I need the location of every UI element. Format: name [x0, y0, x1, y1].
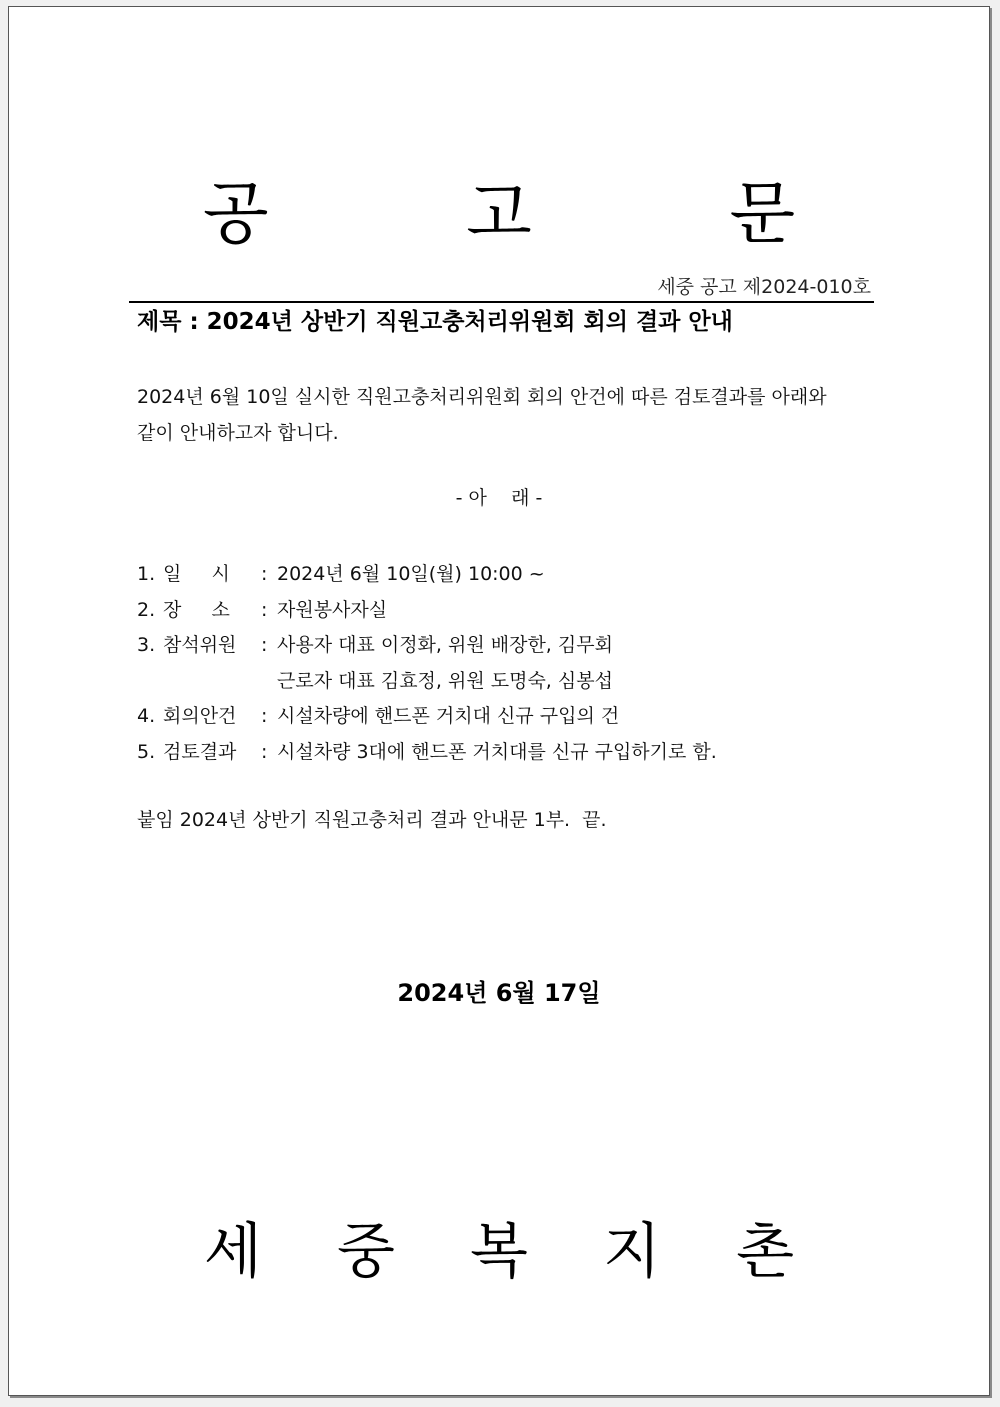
list-item — [137, 593, 717, 629]
item-value: 사용자 대표 이정화, 위원 배장한, 김무회 — [277, 634, 613, 656]
item-value: 자원봉사자실 — [277, 598, 388, 621]
item-number: 1. — [137, 563, 156, 585]
list-item — [137, 699, 717, 735]
item-value: 2024년 6월 10일(월) 10:00 ~ — [277, 563, 545, 585]
item-number: 4. — [137, 705, 156, 727]
item-label: 장 소 — [163, 598, 230, 621]
item-value: 시설차량 3대에 핸드폰 거치대를 신규 구입하기로 함. — [277, 740, 717, 763]
organization-name: 세 중 복 지 촌 — [203, 1217, 823, 1287]
item-label: 참석위원 — [163, 634, 237, 656]
item-number: 2. — [137, 598, 156, 621]
document-subject: 제목 : 2024년 상반기 직원고충처리위원회 회의 결과 안내 — [137, 309, 733, 335]
item-value: 시설차량에 핸드폰 거치대 신규 구입의 건 — [277, 705, 620, 727]
item-value: 근로자 대표 김효정, 위원 도명숙, 심봉섭 — [277, 669, 613, 692]
document-date: 2024년 6월 17일 — [397, 979, 601, 1007]
list-item — [137, 557, 717, 593]
body-line: 2024년 6월 10일 실시한 직원고충처리위원회 회의 안건에 따른 검토결과를 아래와 — [137, 386, 827, 408]
section-marker: - 아 래 - — [455, 487, 543, 509]
item-label: 일 시 — [163, 563, 230, 585]
item-label — [163, 664, 261, 700]
document-title: 공 고 문 — [202, 175, 884, 254]
item-separator: : — [261, 705, 268, 727]
item-separator: : — [261, 598, 268, 621]
list-item — [137, 664, 717, 700]
item-separator: : — [261, 634, 268, 656]
item-number — [137, 664, 163, 700]
document-body — [137, 379, 877, 451]
attachment-note: 붙임 2024년 상반기 직원고충처리 결과 안내문 1부. 끝. — [137, 809, 607, 831]
item-number: 3. — [137, 634, 156, 656]
item-list — [137, 557, 717, 770]
item-number: 5. — [137, 740, 156, 763]
item-separator — [261, 664, 277, 700]
body-line: 같이 안내하고자 합니다. — [137, 422, 339, 444]
list-item — [137, 628, 717, 664]
list-item — [137, 735, 717, 771]
document-number: 세중 공고 제2024-010호 — [657, 276, 871, 298]
item-label: 회의안건 — [163, 705, 237, 727]
item-separator: : — [261, 563, 268, 585]
document-page — [8, 6, 990, 1396]
header-divider — [129, 301, 874, 303]
item-separator: : — [261, 740, 268, 763]
item-label: 검토결과 — [163, 740, 237, 763]
